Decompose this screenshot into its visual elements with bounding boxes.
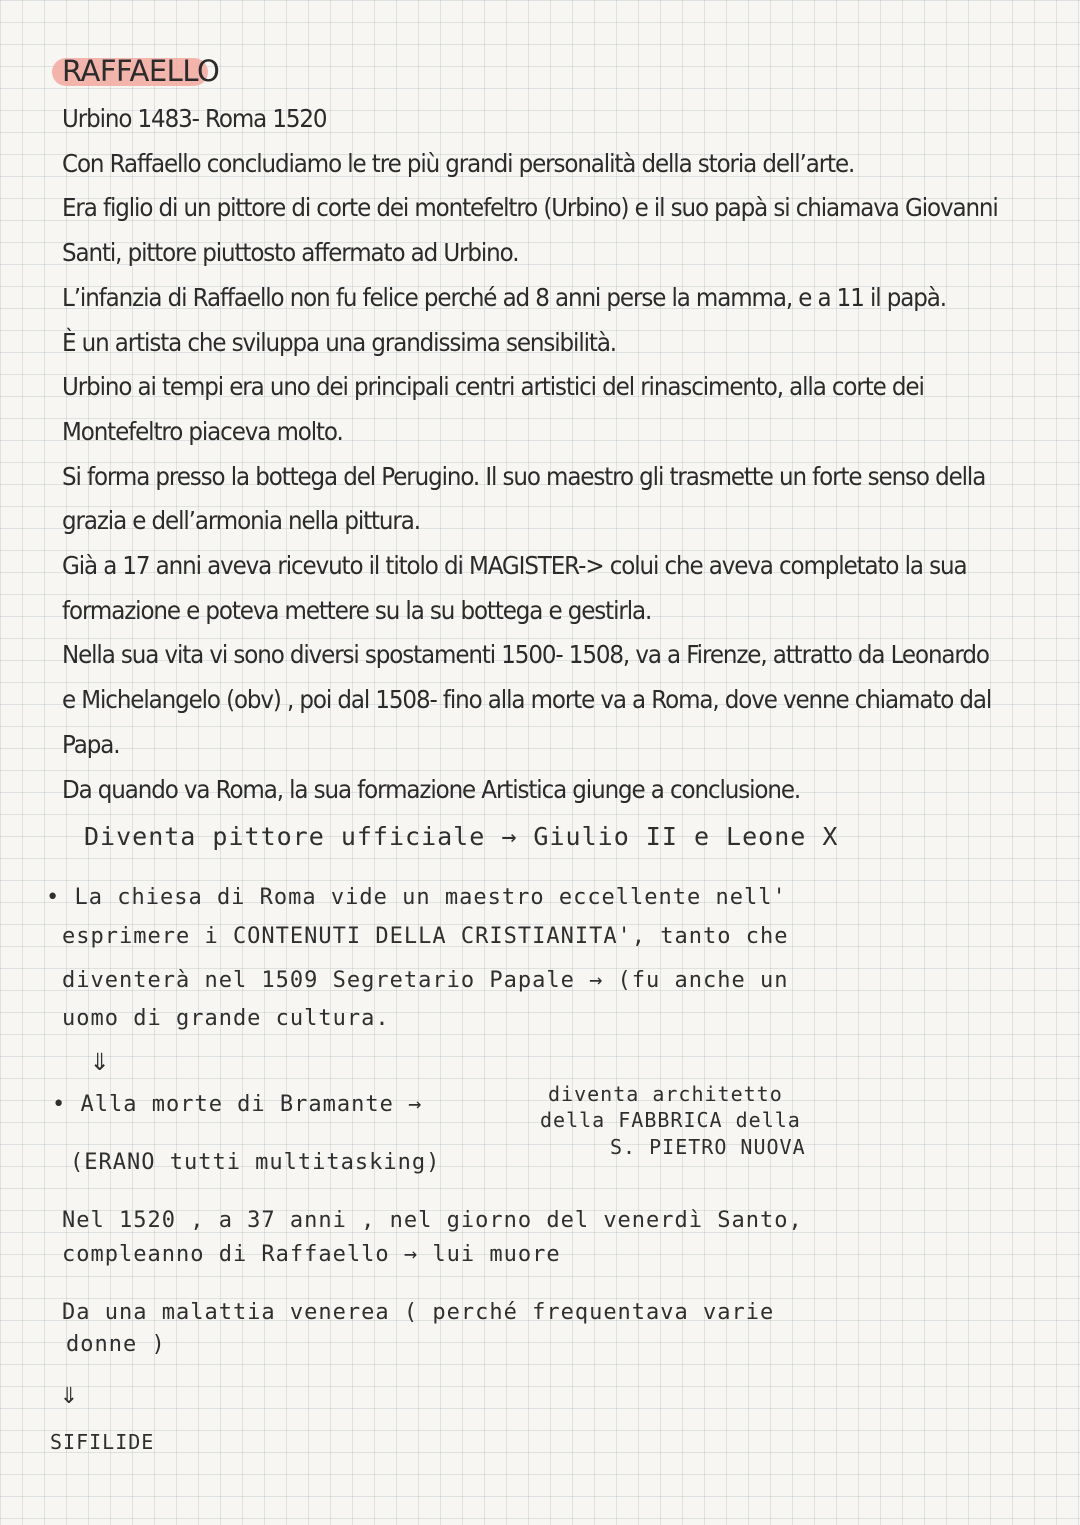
- handwritten-line: diventa architetto: [548, 1082, 783, 1106]
- handwritten-line: SIFILIDE: [50, 1430, 155, 1454]
- handwritten-line: esprimere i CONTENUTI DELLA CRISTIANITA', tanto che: [62, 924, 789, 949]
- page-title: RAFFAELLO: [62, 54, 220, 88]
- handwritten-line: Diventa pittore ufficiale → Giulio II e Leone X: [84, 822, 839, 851]
- typed-notes: [62, 97, 998, 812]
- typed-line: Si forma presso la bottega del Perugino. Il suo maestro gli trasmette un forte senso della: [62, 461, 986, 491]
- handwritten-line: • La chiesa di Roma vide un maestro eccellente nell': [46, 885, 787, 910]
- handwritten-line: donne ): [66, 1332, 166, 1357]
- typed-line: Già a 17 anni aveva ricevuto il titolo di MAGISTER-> colui che aveva completato la sua: [62, 551, 967, 581]
- typed-line: formazione e poteva mettere su la su bottega e gestirla.: [62, 595, 652, 625]
- typed-line: Montefeltro piaceva molto.: [62, 416, 343, 446]
- typed-line: L’infanzia di Raffaello non fu felice perché ad 8 anni perse la mamma, e a 11 il papà.: [62, 282, 946, 312]
- title-block: [52, 54, 220, 88]
- handwritten-line: della FABBRICA della: [540, 1108, 801, 1132]
- typed-line: Nella sua vita vi sono diversi spostamenti 1500- 1508, va a Firenze, attratto da Leonardo: [62, 640, 989, 670]
- typed-line: e Michelangelo (obv) , poi dal 1508- fino alla morte va a Roma, dove venne chiamato dal: [62, 685, 992, 715]
- handwritten-line: S. PIETRO NUOVA: [610, 1135, 806, 1159]
- handwritten-line: compleanno di Raffaello → lui muore: [62, 1242, 561, 1267]
- typed-line: Papa.: [62, 729, 120, 759]
- typed-line: Urbino ai tempi era uno dei principali centri artistici del rinascimento, alla corte dei: [62, 372, 924, 402]
- typed-line: Con Raffaello concludiamo le tre più grandi personalità della storia dell’arte.: [62, 148, 855, 178]
- down-arrow-icon: ⇓: [60, 1376, 80, 1411]
- handwritten-line: uomo di grande cultura.: [62, 1006, 390, 1031]
- down-arrow-icon: ⇓: [90, 1040, 111, 1078]
- handwritten-line: Da una malattia venerea ( perché frequentava varie: [62, 1300, 775, 1325]
- typed-line: È un artista che sviluppa una grandissima sensibilità.: [62, 327, 617, 357]
- typed-line: Era figlio di un pittore di corte dei montefeltro (Urbino) e il suo papà si chiamava Giovanni: [62, 193, 998, 223]
- typed-line: Da quando va Roma, la sua formazione Artistica giunge a conclusione.: [62, 774, 801, 804]
- handwritten-line: • Alla morte di Bramante →: [52, 1092, 423, 1117]
- handwritten-line: Nel 1520 , a 37 anni , nel giorno del venerdì Santo,: [62, 1208, 803, 1233]
- typed-line: Urbino 1483- Roma 1520: [62, 104, 327, 133]
- handwritten-line: diventerà nel 1509 Segretario Papale → (fu anche un: [62, 968, 789, 993]
- handwritten-line: (ERANO tutti multitasking): [70, 1150, 441, 1175]
- typed-line: grazia e dell’armonia nella pittura.: [62, 506, 420, 536]
- typed-line: Santi, pittore piuttosto affermato ad Urbino.: [62, 238, 519, 268]
